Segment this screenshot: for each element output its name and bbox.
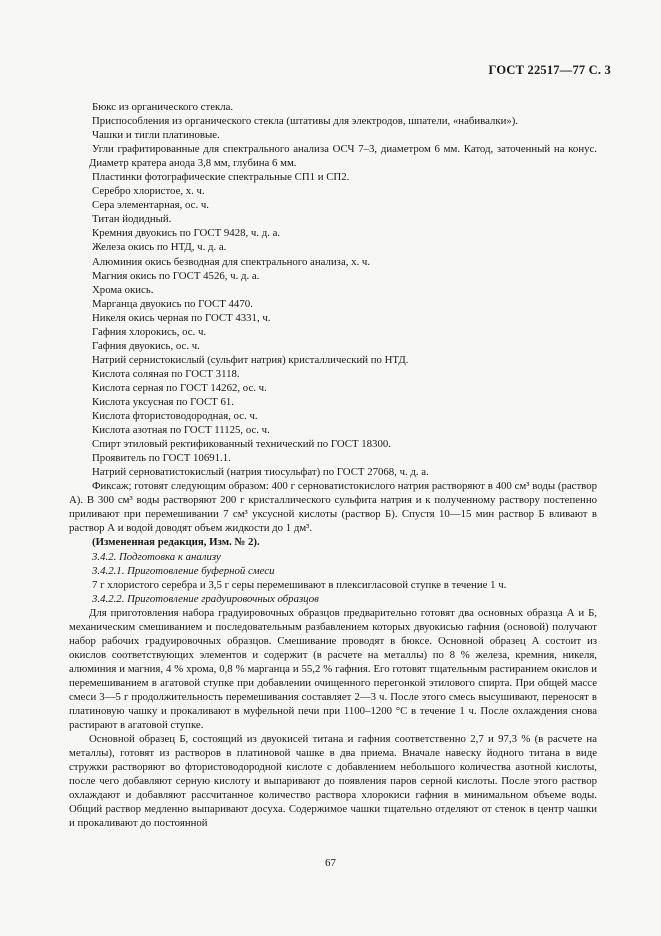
text-line: Гафния двуокись, ос. ч. bbox=[92, 339, 200, 352]
page-header: ГОСТ 22517—77 С. 3 bbox=[488, 63, 611, 77]
text-line: Гафния хлорокись, ос. ч. bbox=[92, 325, 207, 338]
text-line: Сера элементарная, ос. ч. bbox=[92, 199, 209, 212]
section-heading: 3.4.2. Подготовка к анализу bbox=[92, 550, 221, 563]
page-number: 67 bbox=[325, 857, 336, 869]
text-line: Натрий сернистокислый (сульфит натрия) кристаллический по НТД. bbox=[92, 353, 409, 366]
text-line: Алюминия окись безводная для спектрального анализа, х. ч. bbox=[92, 255, 371, 268]
text-line: Чашки и тигли платиновые. bbox=[92, 129, 220, 142]
text-line: Хрома окись. bbox=[92, 283, 154, 296]
document-body bbox=[69, 100, 597, 830]
body-paragraph: Основной образец Б, состоящий из двуокисей титана и гафния соответственно 2,7 и 97,3 % (в расчете на металлы), готовят из растворов в платиновой чашке в два приема. Вначале навеску йодного титана в виде стружки растворяют во фтористоводородной кислоте с добавлением небольшого количества азотной кислоты, после чего добавляют серную кислоту и выпаривают до появления паров серной кислоты. После этого раствор охлаждают и добавляют рассчитанное количество раствора хлорокиси гафния в минимальном объеме воды. Общий раствор медленно выпаривают досуха. Содержимое чашки тщательно отделяют от стенок в центр чашки и прокаливают до постоянной bbox=[69, 733, 597, 830]
text-line: 7 г хлористого серебра и 3,5 г серы перемешивают в плексигласовой ступке в течение 1 ч. bbox=[92, 578, 507, 591]
text-line: Бюкс из органического стекла. bbox=[92, 101, 234, 113]
fixative-paragraph: Фиксаж; готовят следующим образом: 400 г серноватистокислого натрия растворяют в 400 см³ воды (раствор А). В 300 см³ воды растворяют 200 г кристаллического сульфита натрия и к полученному раствору постепенно приливают при перемешивании 7 см³ уксусной кислоты (раствор Б). Спустя 10—15 мин раствор Б вливают в раствор А и водой доводят объем жидкости до 1 дм³. bbox=[69, 480, 597, 535]
text-line: Железа окись по НТД, ч. д. а. bbox=[92, 241, 227, 254]
text-line: Кислота фтористоводородная, ос. ч. bbox=[92, 410, 258, 423]
subsection-heading: 3.4.2.2. Приготовление градуировочных образцов bbox=[92, 592, 319, 605]
text-line: Приспособления из органического стекла (штативы для электродов, шпатели, «набивалки»). bbox=[92, 115, 519, 128]
text-line: Кислота соляная по ГОСТ 3118. bbox=[92, 367, 240, 380]
text-line: Кремния двуокись по ГОСТ 9428, ч. д. а. bbox=[92, 227, 281, 240]
text-line: Титан йодидный. bbox=[92, 213, 172, 226]
text-line: Марганца двуокись по ГОСТ 4470. bbox=[92, 297, 253, 310]
text-line: Спирт этиловый ректификованный технический по ГОСТ 18300. bbox=[92, 438, 391, 451]
text-line: Угли графитированные для спектрального анализа ОСЧ 7–3, диаметром 6 мм. Катод, заточенный на конус. Диаметр кратера анода 3,8 мм, глубина 6 мм. bbox=[89, 143, 597, 170]
body-paragraph: Для приготовления набора градуировочных образцов предварительно готовят два основных образца А и Б, механическим смешиванием и последовательным разбавлением которых двуокисью гафния (основой) получают набор рабочих градуировочных образцов. Смешивание проводят в бюксе. Основной образец А состоит из окислов соответствующих элементов и содержит (в расчете на металлы) по 8 % железа, кремния, никеля, алюминия и магния, 4 % хрома, 0,8 % марганца и 55,2 % гафния. Его готовят тщательным растиранием окислов и перемешиванием в агатовой ступке при добавлении очищенного перегонкой этилового спирта. При общей массе смеси 3—5 г продолжительность перемешивания составляет 2—3 ч. После этого смесь высушивают, переносят в платиновую чашку и прокаливают в муфельной печи при 1100–1200 °С в течение 1 ч. После охлаждения снова растирают в агатовой ступке. bbox=[69, 606, 597, 732]
text-line: Магния окись по ГОСТ 4526, ч. д. а. bbox=[92, 269, 260, 282]
text-line: Пластинки фотографические спектральные СП1 и СП2. bbox=[92, 171, 350, 184]
text-line: Проявитель по ГОСТ 10691.1. bbox=[92, 452, 231, 465]
text-line: Кислота уксусная по ГОСТ 61. bbox=[92, 395, 234, 408]
subsection-heading: 3.4.2.1. Приготовление буферной смеси bbox=[92, 564, 275, 577]
text-line: Натрий серноватистокислый (натрия тиосульфат) по ГОСТ 27068, ч. д. а. bbox=[92, 466, 429, 479]
text-line: Серебро хлористое, х. ч. bbox=[92, 185, 205, 198]
text-line: Никеля окись черная по ГОСТ 4331, ч. bbox=[92, 311, 271, 324]
text-line: Кислота азотная по ГОСТ 11125, ос. ч. bbox=[92, 424, 270, 437]
text-line: Кислота серная по ГОСТ 14262, ос. ч. bbox=[92, 381, 267, 394]
amendment-note: (Измененная редакция, Изм. № 2). bbox=[92, 536, 260, 549]
